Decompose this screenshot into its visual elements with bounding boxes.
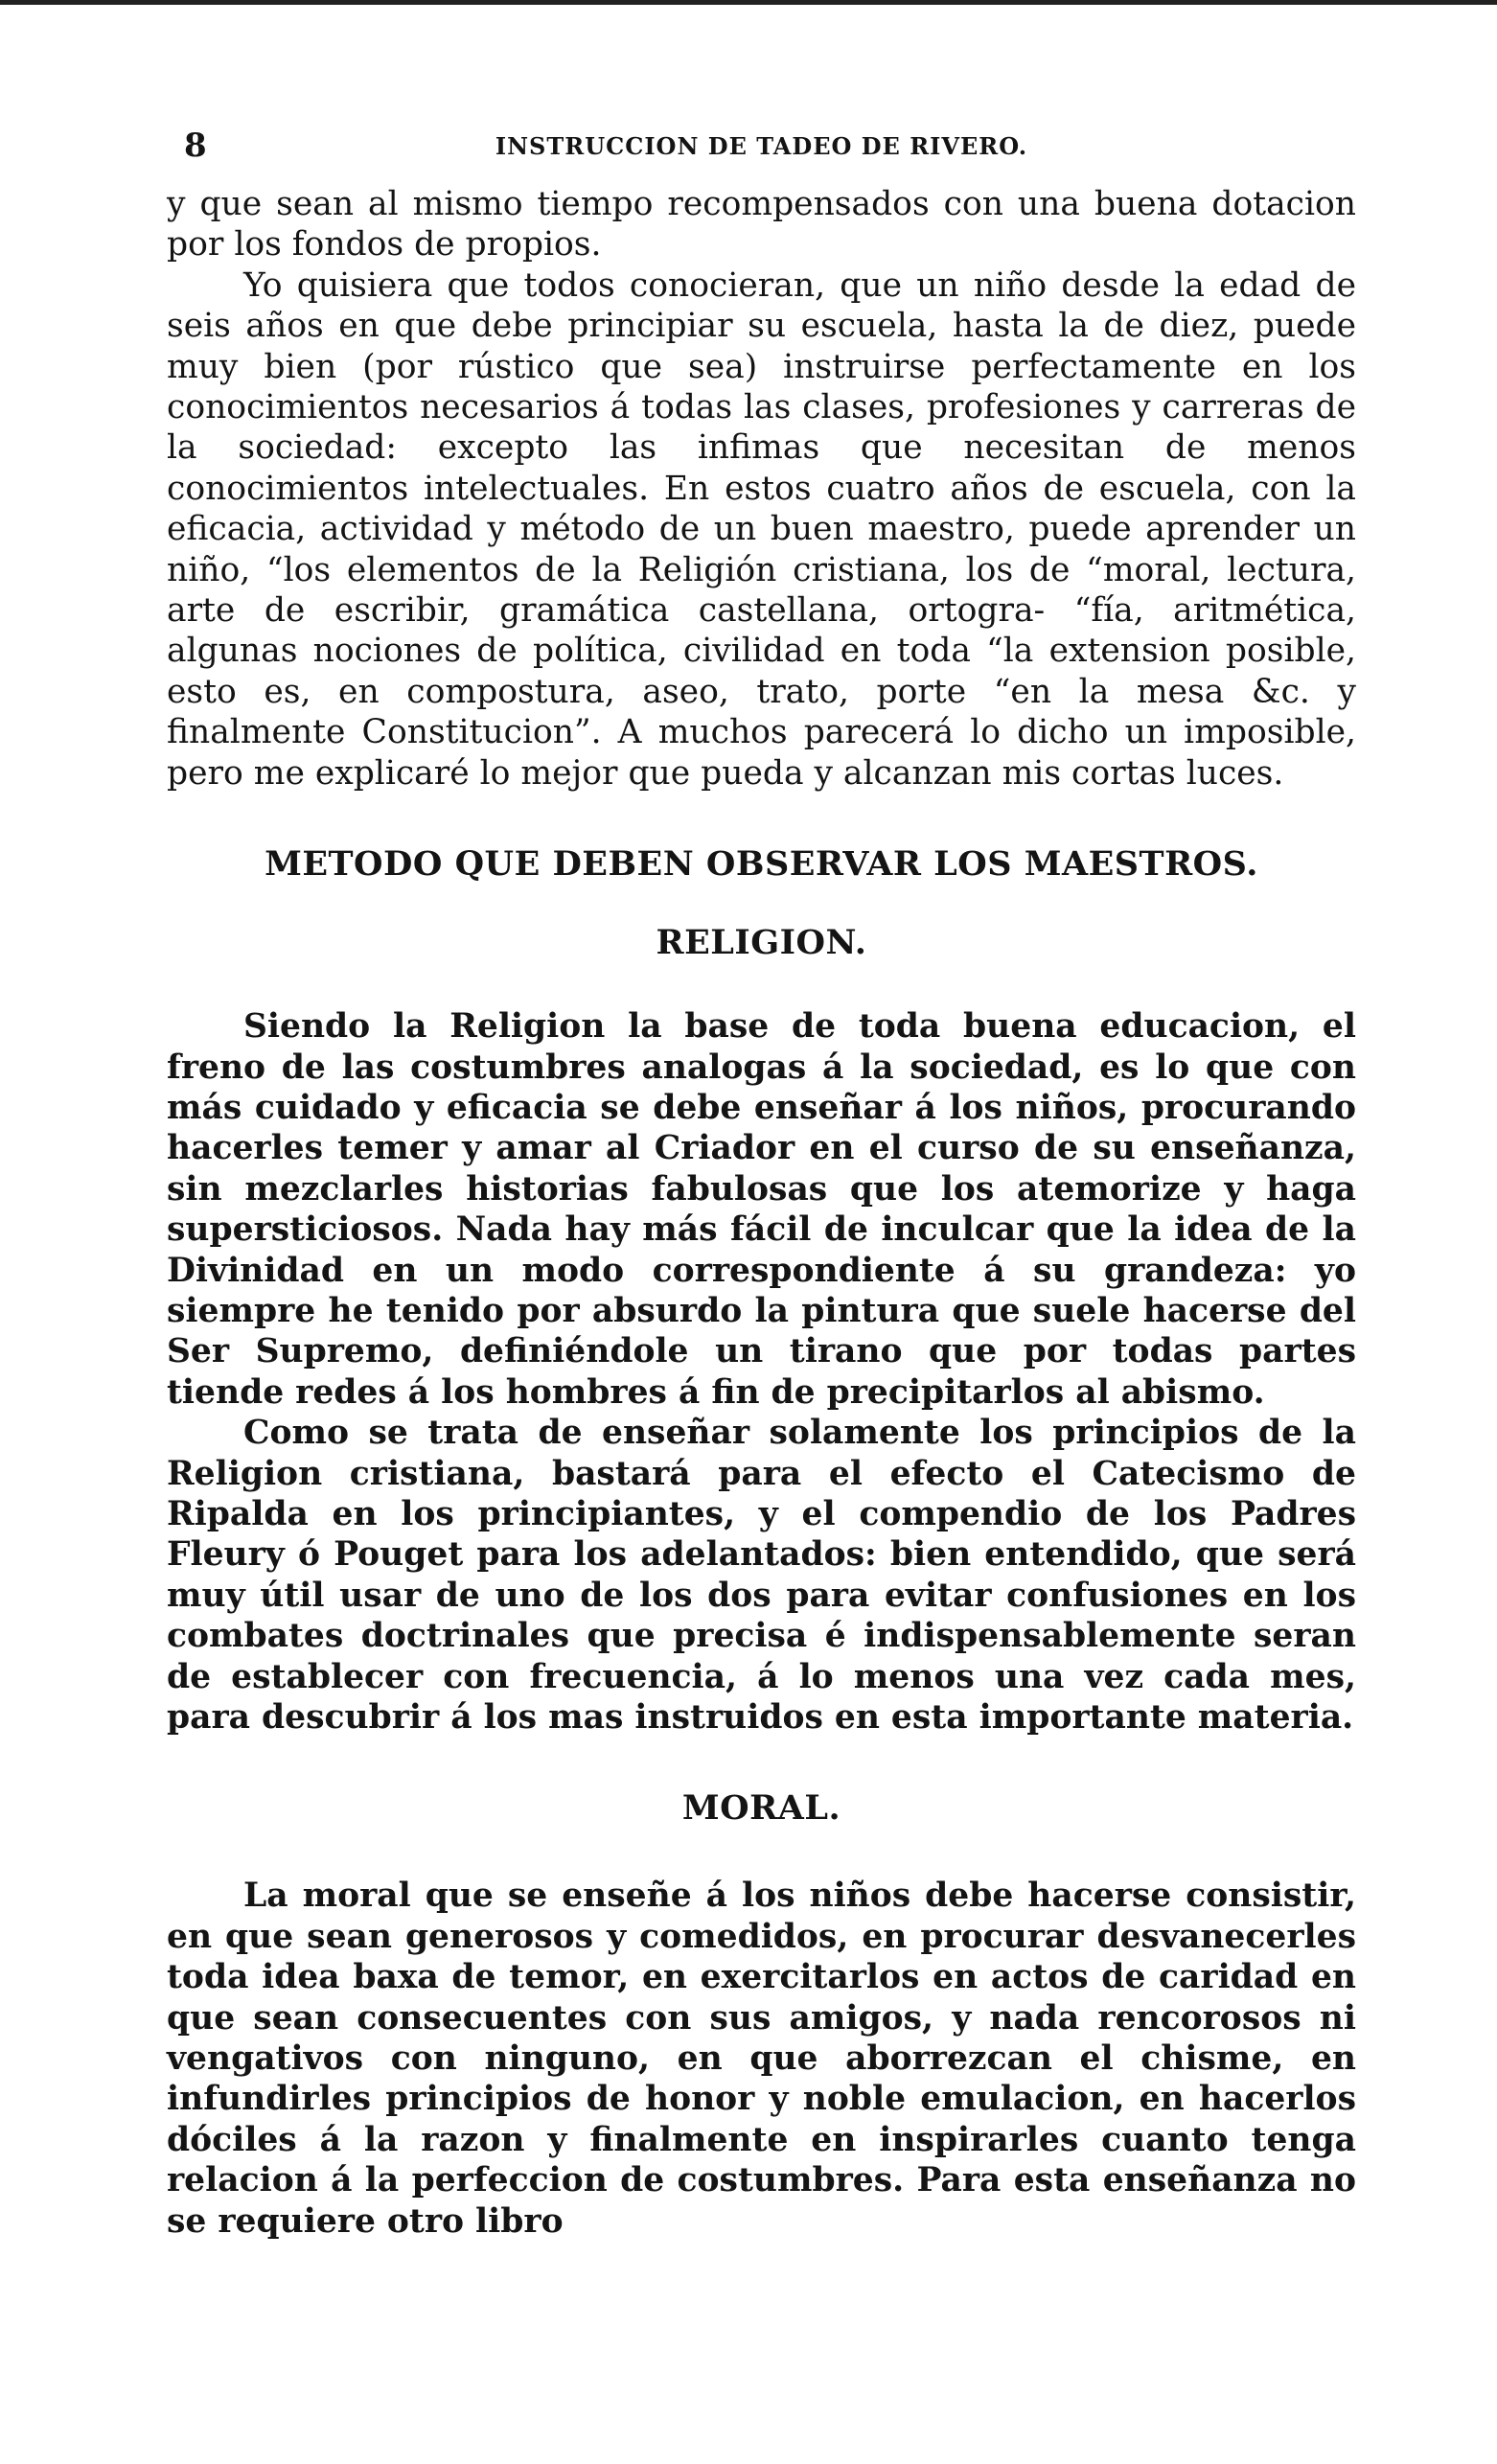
running-head (167, 123, 1356, 171)
paragraph-intro: Yo quisiera que todos conocieran, que un niño desde la edad de seis años en que debe principiar su escuela, hasta la de diez, puede muy bien (por rústico que sea) instruirse perfectamente en los conocimientos necesarios á todas las clases, profesiones y carreras de la sociedad: excepto las infimas que necesitan de menos conocimientos intelectuales. En estos cuatro años de escuela, con la eficacia, actividad y método de un buen maestro, puede aprender un niño, “los elementos de la Religión cristiana, los de “moral, lectura, arte de escribir, gramática castellana, ortogra- “fía, aritmética, algunas nociones de política, civilidad en toda “la extension posible, esto es, en compostura, aseo, trato, porte “en la mesa &c. y finalmente Constitucion”. A muchos parecerá lo dicho un imposible, pero me explicaré lo mejor que pueda y alcanzan mis cortas luces. (167, 265, 1356, 793)
paragraph-continuation: y que sean al mismo tiempo recompensados con una buena dotacion por los fondos de propios. (167, 185, 1356, 265)
book-page (167, 123, 1356, 2242)
page-number: 8 (184, 127, 207, 165)
section-heading-religion: RELIGION. (656, 923, 867, 963)
paragraph-religion-1: Siendo la Religion la base de toda buena educacion, el freno de las costumbres analogas á la sociedad, es lo que con más cuidado y eficacia se debe enseñar á los niños, procurando hacerles temer y amar al Criador en el curso de su enseñanza, sin mezclarles historias fabulosas que los atemorize y haga supersticiosos. Nada hay más fácil de inculcar que la idea de la Divinidad en un modo correspondiente á su grandeza: yo siempre he tenido por absurdo la pintura que suele hacerse del Ser Supremo, definiéndole un tirano que por todas partes tiende redes á los hombres á fin de precipitarlos al abismo. (167, 1007, 1356, 1412)
section-heading-metodo: METODO QUE DEBEN OBSERVAR LOS MAESTROS. (265, 844, 1258, 885)
running-title: INSTRUCCION DE TADEO DE RIVERO. (495, 132, 1028, 160)
scan-top-edge (0, 0, 1497, 5)
paragraph-religion-2: Como se trata de enseñar solamente los principios de la Religion cristiana, bastará para el efecto el Catecismo de Ripalda en los principiantes, y el compendio de los Padres Fleury ó Pouget para los adelantados: bien entendido, que será muy útil usar de uno de los dos para evitar confusiones en los combates doctrinales que precisa é indispensablemente seran de establecer con frecuencia, á lo menos una vez cada mes, para descubrir á los mas instruidos en esta importante materia. (167, 1414, 1356, 1737)
paragraph-moral: La moral que se enseñe á los niños debe hacerse consistir, en que sean generosos y comedidos, en procurar desvanecerles toda idea baxa de temor, en exercitarlos en actos de caridad en que sean consecuentes con sus amigos, y nada rencorosos ni vengativos con ninguno, en que aborrezcan el chisme, en infundirles principios de honor y noble emulacion, en hacerlos dóciles á la razon y finalmente en inspirarles cuanto tenga relacion á la perfeccion de costumbres. Para esta enseñanza no se requiere otro libro (167, 1877, 1356, 2241)
section-heading-moral: MORAL. (681, 1788, 841, 1829)
